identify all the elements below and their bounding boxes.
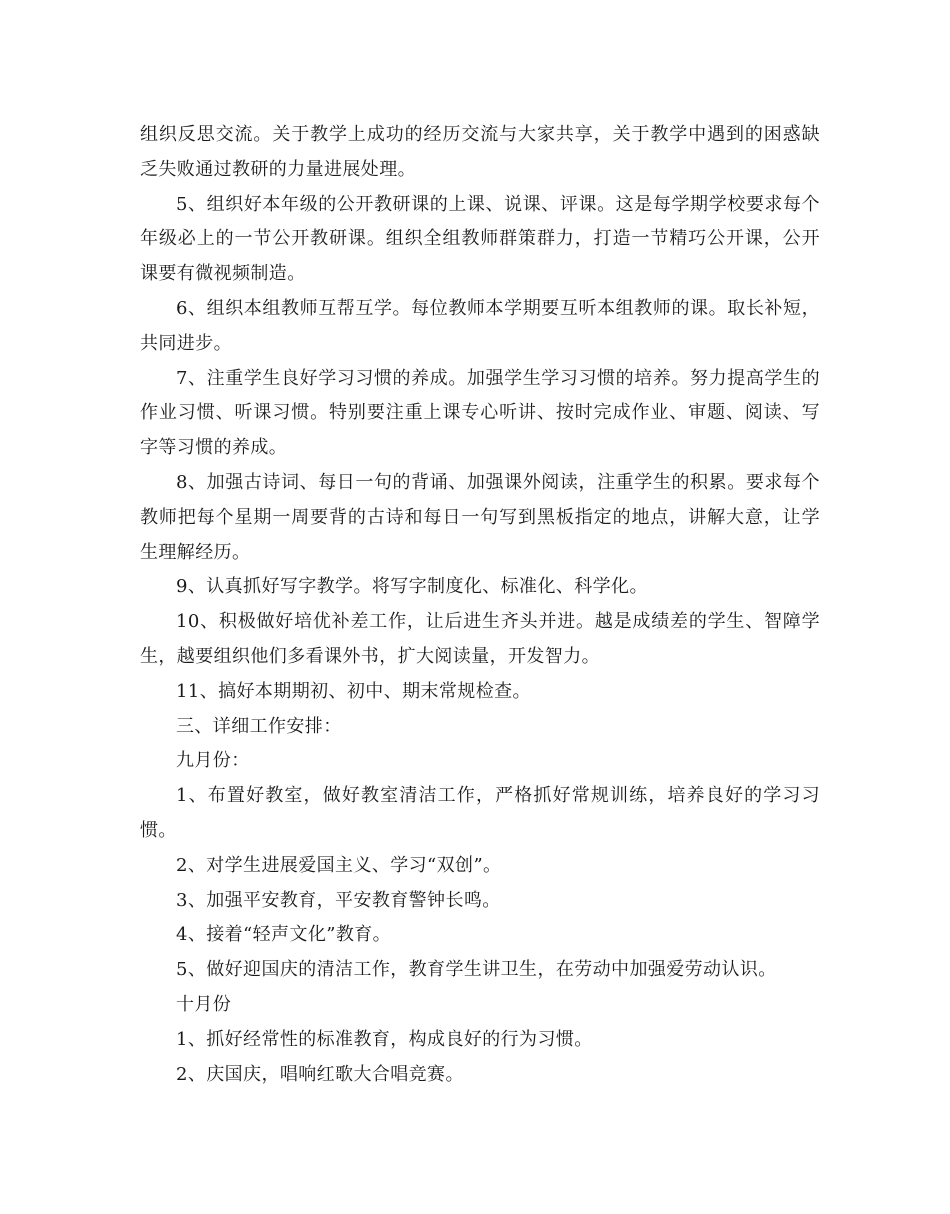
paragraph: 5、做好迎国庆的清洁工作，教育学生讲卫生，在劳动中加强爱劳动认识。: [176, 959, 777, 981]
paragraph: 8、加强古诗词、每日一句的背诵、加强课外阅读，注重学生的积累。要求每个教师把每个星期一周要背的古诗和每日一句写到黑板指定的地点，讲解大意，让学生理解经历。: [140, 471, 820, 563]
document-body: [140, 118, 820, 1092]
paragraph: 组织反思交流。关于教学上成功的经历交流与大家共享，关于教学中遇到的困惑缺乏失败通过教研的力量进展处理。: [140, 124, 820, 180]
month-heading: 十月份: [176, 993, 232, 1015]
paragraph: 4、接着“轻声文化”教育。: [176, 924, 392, 946]
paragraph: 1、布置好教室，做好教室清洁工作，严格抓好常规训练，培养良好的学习习惯。: [140, 785, 820, 841]
paragraph: 11、搞好本期期初、初中、期末常规检查。: [176, 680, 531, 702]
paragraph: 10、积极做好培优补差工作，让后进生齐头并进。越是成绩差的学生、智障学生，越要组织他们多看课外书，扩大阅读量，开发智力。: [140, 611, 820, 667]
paragraph: 3、加强平安教育，平安教育警钟长鸣。: [176, 889, 501, 911]
paragraph: 2、对学生进展爱国主义、学习“双创”。: [176, 854, 502, 876]
month-heading: 九月份：: [176, 750, 250, 772]
paragraph: 2、庆国庆，唱响红歌大合唱竞赛。: [176, 1063, 464, 1085]
section-heading: 三、详细工作安排：: [176, 715, 342, 737]
paragraph: 9、认真抓好写字教学。将写字制度化、标准化、科学化。: [176, 576, 648, 598]
paragraph: 7、注重学生良好学习习惯的养成。加强学生学习习惯的培养。努力提高学生的作业习惯、听课习惯。特别要注重上课专心听讲、按时完成作业、审题、阅读、写字等习惯的养成。: [140, 367, 820, 459]
paragraph: 5、组织好本年级的公开教研课的上课、说课、评课。这是每学期学校要求每个年级必上的一节公开教研课。组织全组教师群策群力，打造一节精巧公开课，公开课要有微视频制造。: [140, 193, 820, 285]
paragraph: 6、组织本组教师互帮互学。每位教师本学期要互听本组教师的课。取长补短，共同进步。: [140, 297, 820, 354]
paragraph: 1、抓好经常性的标准教育，构成良好的行为习惯。: [176, 1028, 593, 1050]
